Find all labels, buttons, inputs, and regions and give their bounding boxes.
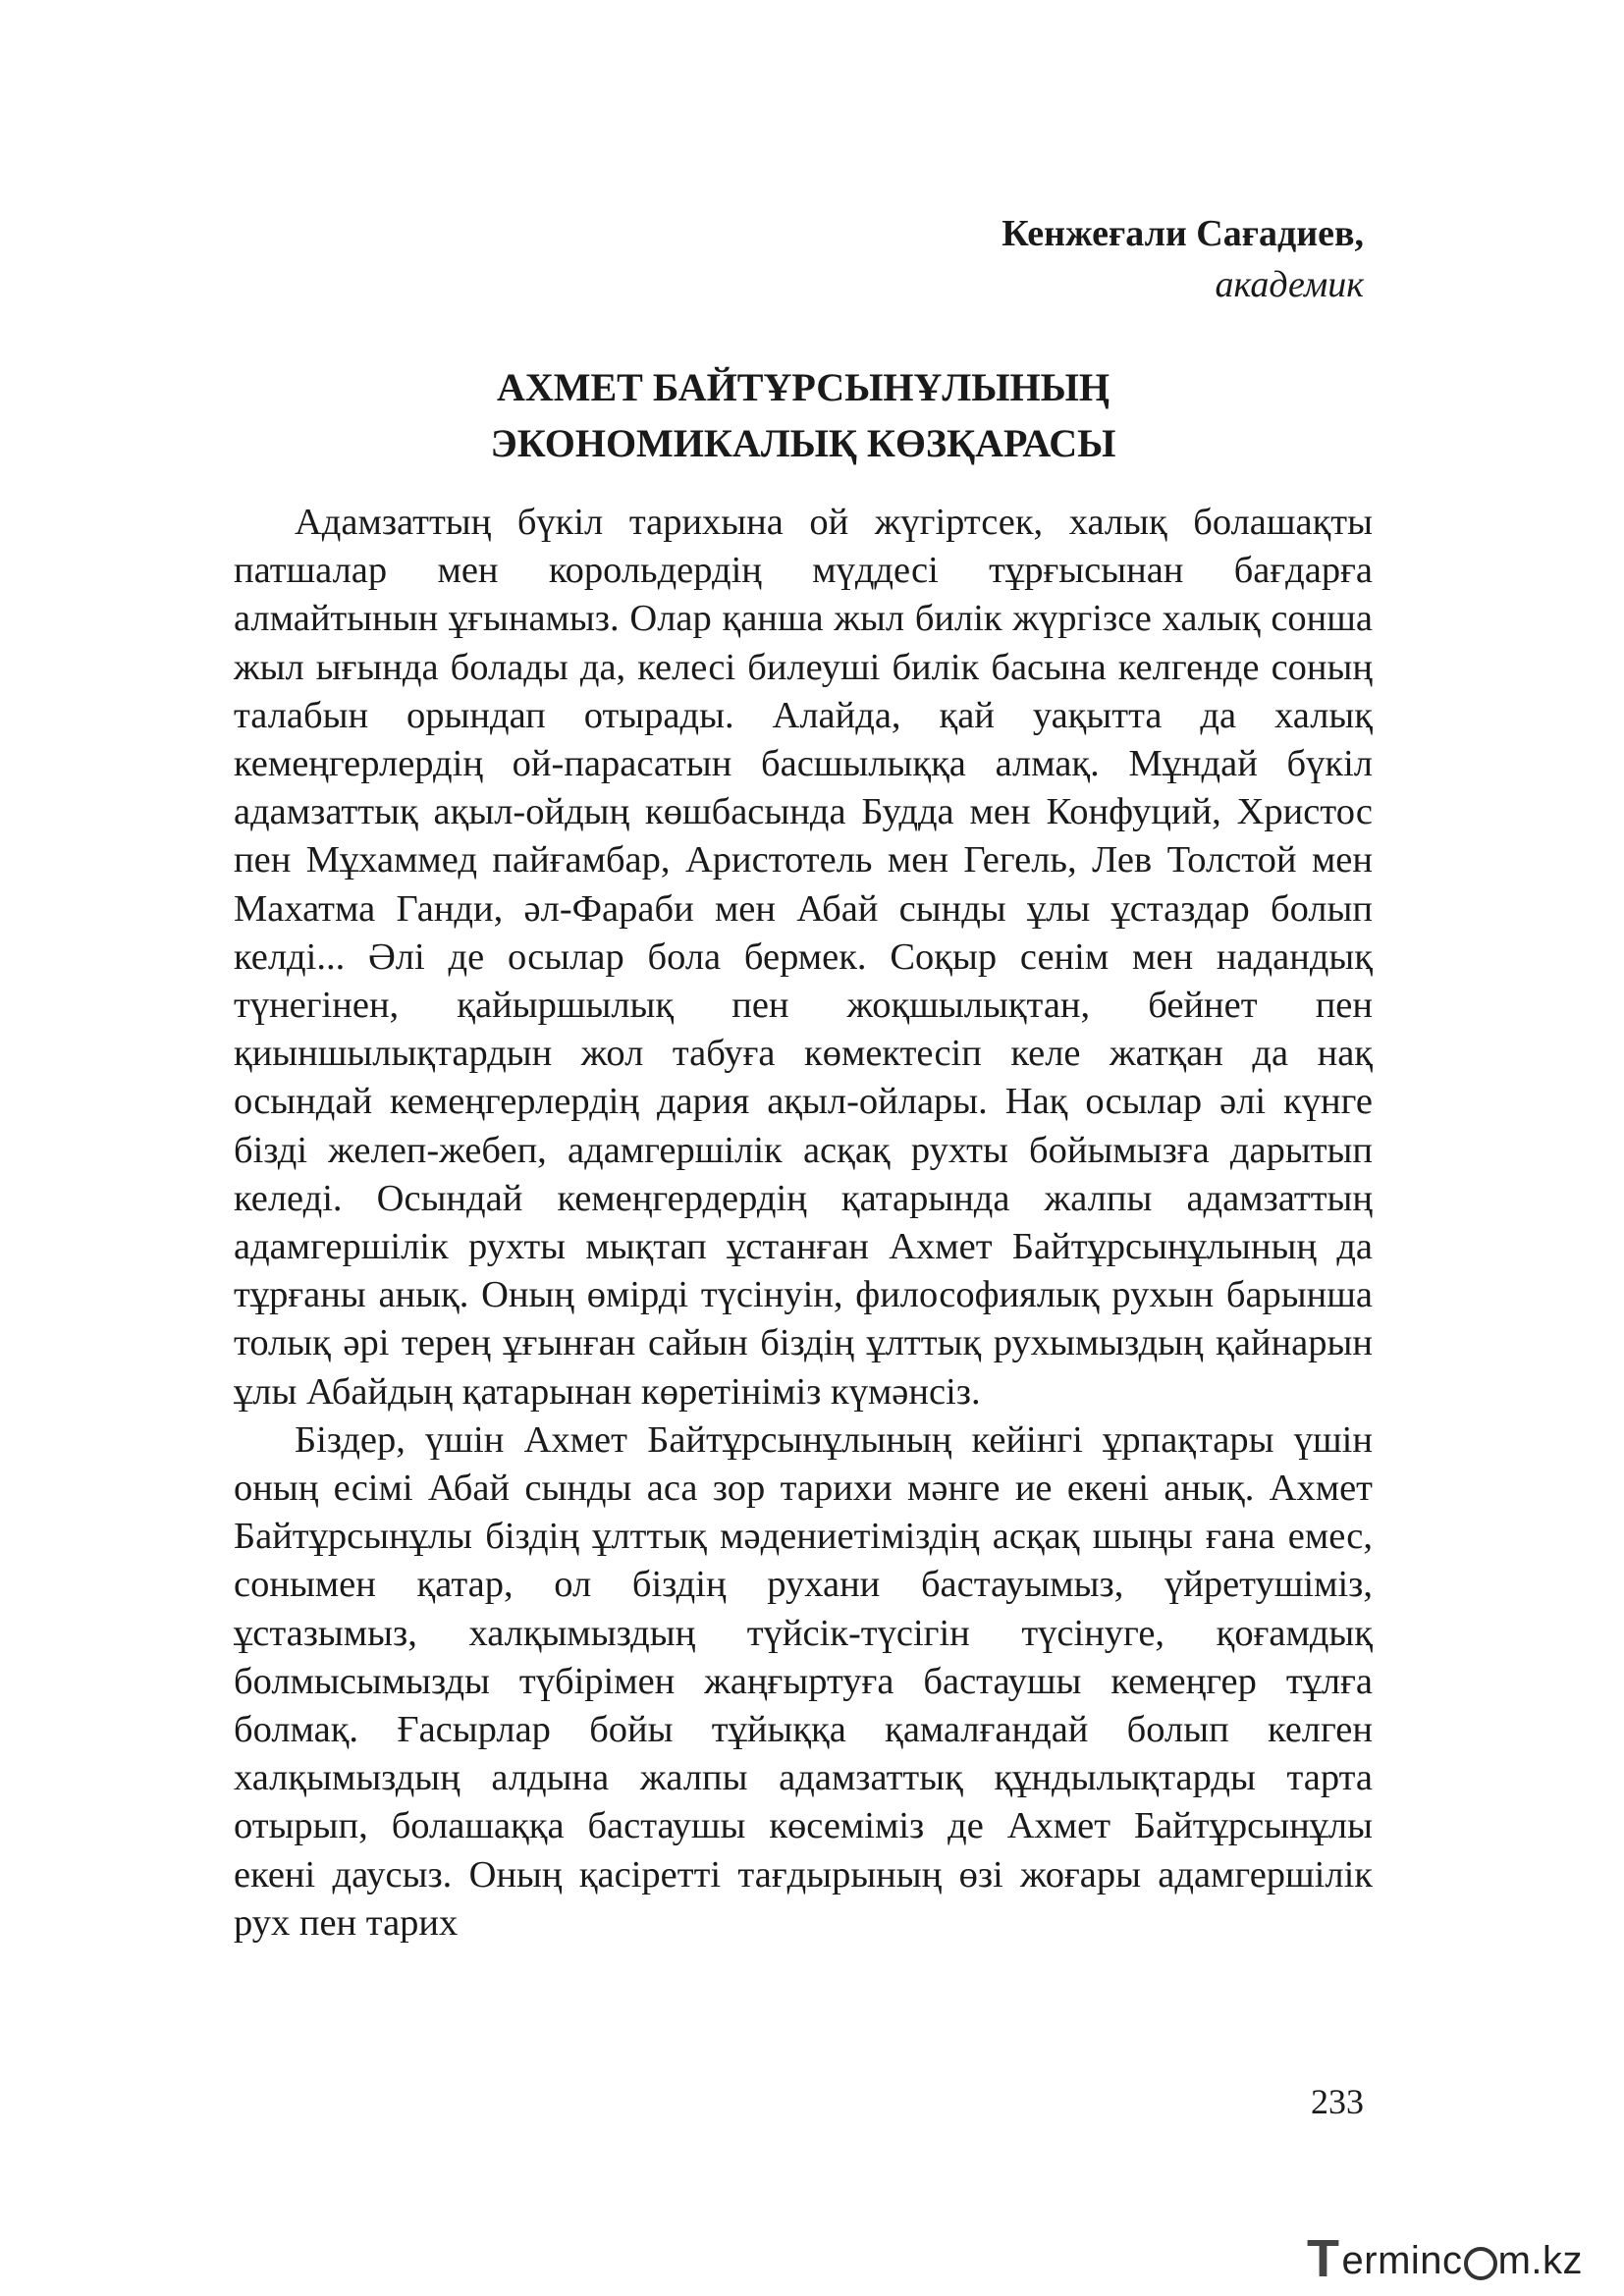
article-title-line-1: АХМЕТ БАЙТҰРСЫНҰЛЫНЫҢ [496, 365, 1110, 409]
author-block [1001, 208, 1364, 310]
author-title: академик [1215, 264, 1364, 305]
paragraph-1: Адамзаттың бүкіл тарихына ой жүгіртсек, халық болашақты патшалар мен корольдердің мүддесі тұрғысынан бағдарға алмайтынын ұғынамыз. Олар қанша жыл билік жүргізсе халық сонша жыл ығында болады да, келесі билеуші билік басына келгенде соның талабын орындап отырады. Алайда, қай уақытта да халық кемеңгерлердің ой-парасатын басшылыққа алмақ. Мұндай бүкіл адамзаттық ақыл-ойдың көшбасында Будда мен Конфуций, Христос пен Мұхаммед пайғамбар, Аристотель мен Гегель, Лев Толстой мен Махатма Ганди, әл-Фараби мен Абай сынды ұлы ұстаздар болып келді... Әлі де осылар бола бермек. Соқыр сенім мен надандық түнегінен, қайыршылық пен жоқшылықтан, бейнет пен қиыншылықтардын жол табуға көмектесіп келе жатқан да нақ осындай кемеңгерлердің дария ақыл-ойлары. Нақ осылар әлі күнге бізді желеп-жебеп, адамгершілік асқақ рухты бойымызға дарытып келеді. Осындай кемеңгердердің қатарында жалпы адамзаттың адамгершілік рухты мықтап ұстанған Ахмет Байтұрсынұлының да тұрғаны анық. Оның өмірді түсінуін, философиялық рухын барынша толық әрі терең ұғынған сайын біздің ұлттық рухымыздың қайнарын ұлы Абайдың қатарынан көретініміз күмәнсіз. [234, 502, 1373, 1413]
page-number: 233 [1311, 2082, 1364, 2121]
watermark-text-part2: m.kz [1497, 2238, 1583, 2282]
termincom-watermark [1307, 2230, 1583, 2291]
article-title-line-2: ЭКОНОМИКАЛЫҚ КӨЗҚАРАСЫ [490, 421, 1116, 465]
article-body [234, 499, 1373, 1948]
watermark-text-part1: erminc [1341, 2238, 1463, 2282]
article-title [234, 359, 1373, 471]
watermark-t-letter: T [1307, 2229, 1340, 2288]
watermark-circle-icon [1464, 2247, 1497, 2280]
paragraph-2: Біздер, үшін Ахмет Байтұрсынұлының кейінгі ұрпақтары үшін оның есімі Абай сынды аса зор тарихи мәнге ие екені анық. Ахмет Байтұрсынұлы біздің ұлттық мәдениетіміздің асқақ шыңы ғана емес, сонымен қатар, ол біздің рухани бастауымыз, үйретушіміз, ұстазымыз, халқымыздың түйсік-түсігін түсінуге, қоғамдық болмысымызды түбірімен жаңғыртуға бастаушы кемеңгер тұлға болмақ. Ғасырлар бойы тұйыққа қамалғандай болып келген халқымыздың алдына жалпы адамзаттық құндылықтарды тарта отырып, болашаққа бастаушы көсеміміз де Ахмет Байтұрсынұлы екені даусыз. Оның қасіретті тағдырының өзі жоғары адамгершілік рух пен тарих [234, 1418, 1373, 1944]
author-name: Кенжеғали Сағадиев, [1001, 213, 1364, 254]
